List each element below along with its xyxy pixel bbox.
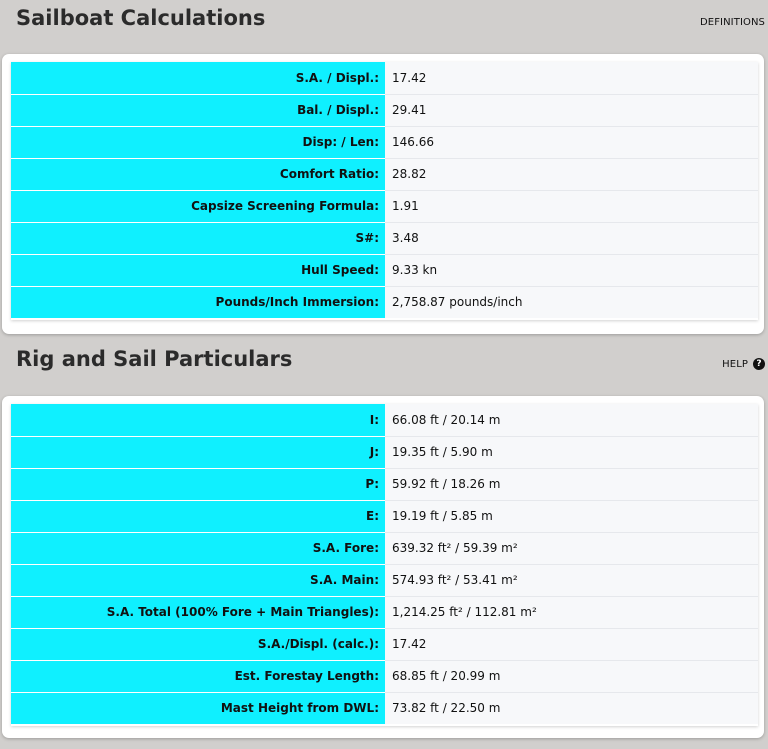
- row-value: 19.35 ft / 5.90 m: [385, 436, 758, 468]
- table-row: [11, 190, 758, 222]
- table-row: [11, 500, 758, 532]
- row-value: 19.19 ft / 5.85 m: [385, 500, 758, 532]
- row-label: I:: [11, 404, 385, 436]
- rig-table: [11, 404, 758, 725]
- row-value: 1,214.25 ft² / 112.81 m²: [385, 596, 758, 628]
- row-value: 1.91: [385, 190, 758, 222]
- row-label: S.A. Main:: [11, 564, 385, 596]
- row-value: 3.48: [385, 222, 758, 254]
- table-row: [11, 62, 758, 94]
- row-label: P:: [11, 468, 385, 500]
- table-row: [11, 404, 758, 436]
- row-label: S.A./Displ. (calc.):: [11, 628, 385, 660]
- row-label: S.A. Total (100% Fore + Main Triangles):: [11, 596, 385, 628]
- help-link[interactable]: [722, 358, 765, 370]
- table-row: [11, 596, 758, 628]
- row-value: 59.92 ft / 18.26 m: [385, 468, 758, 500]
- rig-card: [2, 396, 764, 738]
- row-value: 2,758.87 pounds/inch: [385, 286, 758, 318]
- question-circle-icon: ?: [753, 358, 765, 370]
- row-label: Mast Height from DWL:: [11, 692, 385, 724]
- table-row: [11, 94, 758, 126]
- table-row: [11, 222, 758, 254]
- row-label: Pounds/Inch Immersion:: [11, 286, 385, 318]
- calculations-table: [11, 62, 758, 319]
- table-row: [11, 628, 758, 660]
- row-label: S.A. Fore:: [11, 532, 385, 564]
- row-value: 17.42: [385, 62, 758, 94]
- row-value: 639.32 ft² / 59.39 m²: [385, 532, 758, 564]
- row-label: S#:: [11, 222, 385, 254]
- table-row: [11, 126, 758, 158]
- row-label: Est. Forestay Length:: [11, 660, 385, 692]
- calculations-title: Sailboat Calculations: [16, 6, 266, 30]
- table-row: [11, 692, 758, 724]
- rig-title: Rig and Sail Particulars: [16, 347, 293, 371]
- row-value: 146.66: [385, 126, 758, 158]
- row-label: Capsize Screening Formula:: [11, 190, 385, 222]
- row-label: Bal. / Displ.:: [11, 94, 385, 126]
- row-value: 29.41: [385, 94, 758, 126]
- row-value: 73.82 ft / 22.50 m: [385, 692, 758, 724]
- row-label: J:: [11, 436, 385, 468]
- row-label: Hull Speed:: [11, 254, 385, 286]
- row-label: Disp: / Len:: [11, 126, 385, 158]
- table-row: [11, 532, 758, 564]
- row-value: 17.42: [385, 628, 758, 660]
- table-row: [11, 436, 758, 468]
- table-row: [11, 564, 758, 596]
- table-row: [11, 158, 758, 190]
- table-row: [11, 468, 758, 500]
- row-value: 66.08 ft / 20.14 m: [385, 404, 758, 436]
- table-row: [11, 286, 758, 318]
- definitions-link[interactable]: DEFINITIONS: [699, 17, 765, 28]
- help-label: HELP: [722, 358, 748, 370]
- row-label: Comfort Ratio:: [11, 158, 385, 190]
- calculations-header: [0, 0, 768, 50]
- row-value: 9.33 kn: [385, 254, 758, 286]
- row-value: 574.93 ft² / 53.41 m²: [385, 564, 758, 596]
- table-row: [11, 660, 758, 692]
- row-label: E:: [11, 500, 385, 532]
- row-label: S.A. / Displ.:: [11, 62, 385, 94]
- row-value: 28.82: [385, 158, 758, 190]
- calculations-card: [2, 54, 764, 334]
- row-value: 68.85 ft / 20.99 m: [385, 660, 758, 692]
- table-row: [11, 254, 758, 286]
- rig-header: [0, 340, 768, 390]
